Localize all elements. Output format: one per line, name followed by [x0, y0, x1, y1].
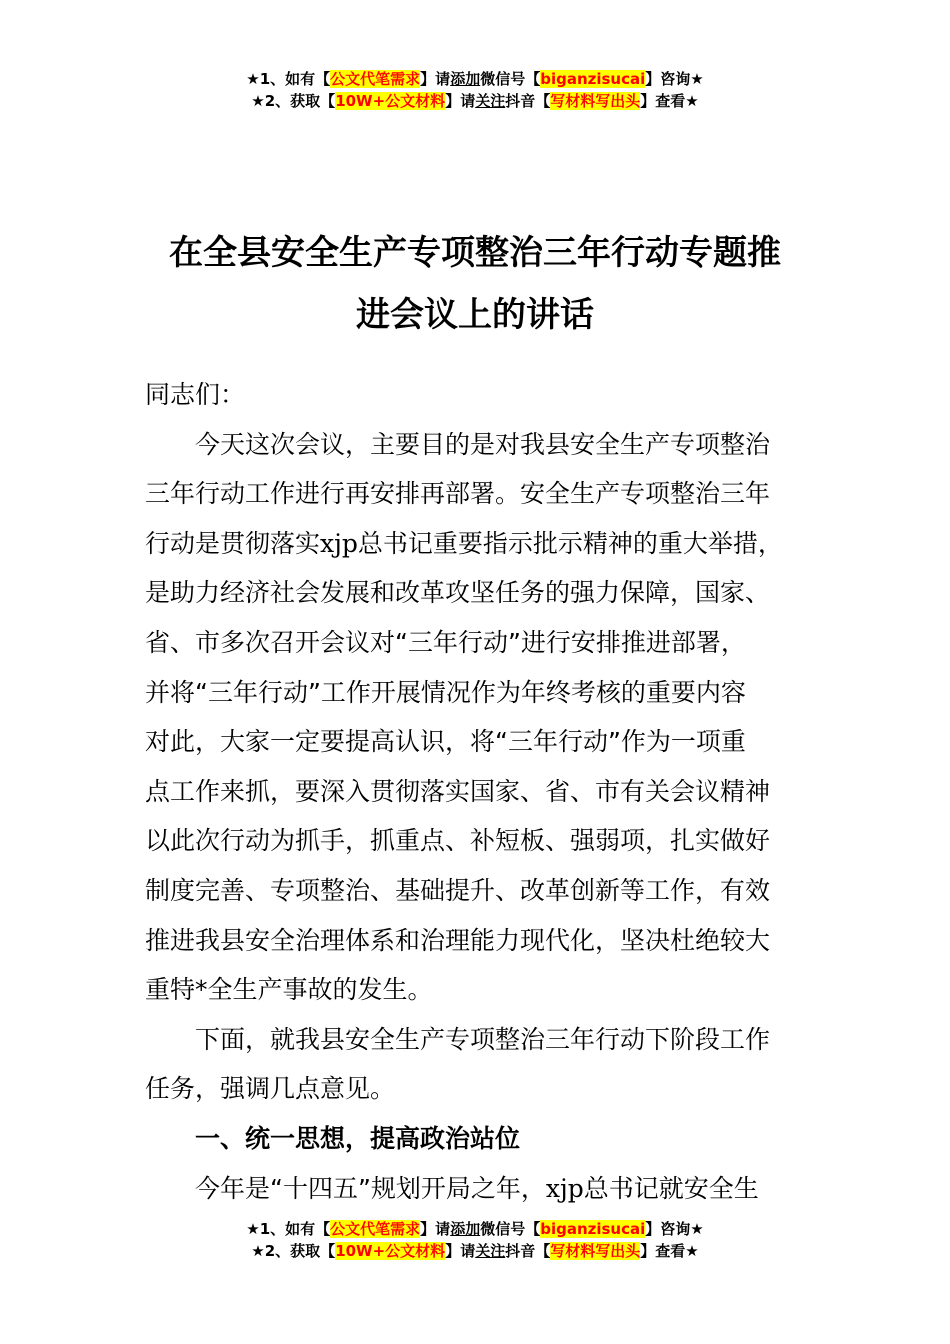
- text-segment: 行动是贯彻落实: [145, 528, 321, 558]
- text-line: 推进我县安全治理体系和治理能力现代化，坚决杜绝较大: [145, 925, 771, 955]
- text-segment: 总书记就安全生: [583, 1173, 759, 1203]
- text-line: 任务，强调几点意见。: [145, 1074, 396, 1104]
- section-heading-1: 一、统一思想，提高政治站位: [195, 1123, 521, 1153]
- text-line: 制度完善、专项整治、基础提升、改革创新等工作，有效: [145, 875, 771, 905]
- banner-text: 微信号【: [480, 1220, 541, 1238]
- text-line: 对此，大家一定要提高认识，将“三年行动”作为一项重: [145, 727, 746, 757]
- highlight-materials: 10W+公文材料: [335, 1242, 446, 1260]
- title-line-2: 进会议上的讲话: [356, 295, 594, 335]
- underlined-follow: 关注: [475, 92, 506, 110]
- text-line: 三年行动工作进行再安排再部署。安全生产专项整治三年: [145, 479, 771, 509]
- banner-text: 抖音【: [505, 92, 551, 110]
- text-segment: 总书记重要指示批示精神的重大举措，: [357, 528, 783, 558]
- banner-text: 】请: [420, 70, 451, 88]
- highlight-service: 公文代笔需求: [330, 70, 421, 88]
- highlight-service: 公文代笔需求: [330, 1220, 421, 1238]
- banner-line-2: [0, 1240, 950, 1262]
- paragraph-3: [145, 1164, 810, 1214]
- highlight-douyin-account: 写材料写出头: [550, 1242, 641, 1260]
- banner-text: 】请: [445, 1242, 476, 1260]
- banner-text: ★2、获取【: [251, 1242, 336, 1260]
- text-segment: 今年是“十四五”规划开局之年，: [195, 1173, 546, 1203]
- text-line: 省、市多次召开会议对“三年行动”进行安排推进部署，: [145, 627, 746, 657]
- text-segment-latin: xjp: [320, 528, 358, 558]
- text-line: 以此次行动为抓手，抓重点、补短板、强弱项，扎实做好: [145, 826, 771, 856]
- text-segment-latin: xjp: [545, 1173, 584, 1203]
- header-banner: [0, 68, 950, 112]
- document-title: [0, 222, 950, 346]
- text-line: 今天这次会议，主要目的是对我县安全生产专项整治: [195, 429, 771, 459]
- highlight-materials: 10W+公文材料: [335, 92, 446, 110]
- banner-line-1: [0, 68, 950, 90]
- banner-text: 抖音【: [505, 1242, 551, 1260]
- underlined-follow: 关注: [475, 1242, 506, 1260]
- text-line: [145, 519, 810, 569]
- text-line: 下面，就我县安全生产专项整治三年行动下阶段工作: [195, 1024, 771, 1054]
- banner-text: 】查看★: [640, 92, 699, 110]
- banner-text: ★2、获取【: [251, 92, 336, 110]
- highlight-wechat-id: biganzisucai: [540, 1220, 646, 1238]
- paragraph-2: [145, 1015, 810, 1114]
- banner-text: 微信号【: [480, 70, 541, 88]
- banner-text: 】查看★: [640, 1242, 699, 1260]
- salutation: 同志们：: [145, 380, 246, 409]
- underlined-add: 添加: [450, 70, 481, 88]
- text-line: [145, 1164, 810, 1214]
- banner-text: 】请: [445, 92, 476, 110]
- footer-banner: [0, 1218, 950, 1262]
- text-line: 并将“三年行动”工作开展情况作为年终考核的重要内容: [145, 677, 746, 707]
- banner-text: ★1、如有【: [246, 70, 331, 88]
- highlight-douyin-account: 写材料写出头: [550, 92, 641, 110]
- banner-line-2: [0, 90, 950, 112]
- paragraph-1: [145, 420, 810, 1015]
- banner-text: 】请: [420, 1220, 451, 1238]
- text-line: 点工作来抓，要深入贯彻落实国家、省、市有关会议精神: [145, 776, 771, 806]
- title-line-1: 在全县安全生产专项整治三年行动专题推: [169, 233, 781, 273]
- highlight-wechat-id: biganzisucai: [540, 70, 646, 88]
- document-body: [145, 370, 810, 1213]
- banner-line-1: [0, 1218, 950, 1240]
- banner-text: 】咨询★: [645, 1220, 704, 1238]
- text-line: 是助力经济社会发展和改革攻坚任务的强力保障，国家、: [145, 578, 771, 608]
- banner-text: 】咨询★: [645, 70, 704, 88]
- banner-text: ★1、如有【: [246, 1220, 331, 1238]
- underlined-add: 添加: [450, 1220, 481, 1238]
- text-line: 重特*全生产事故的发生。: [145, 975, 433, 1005]
